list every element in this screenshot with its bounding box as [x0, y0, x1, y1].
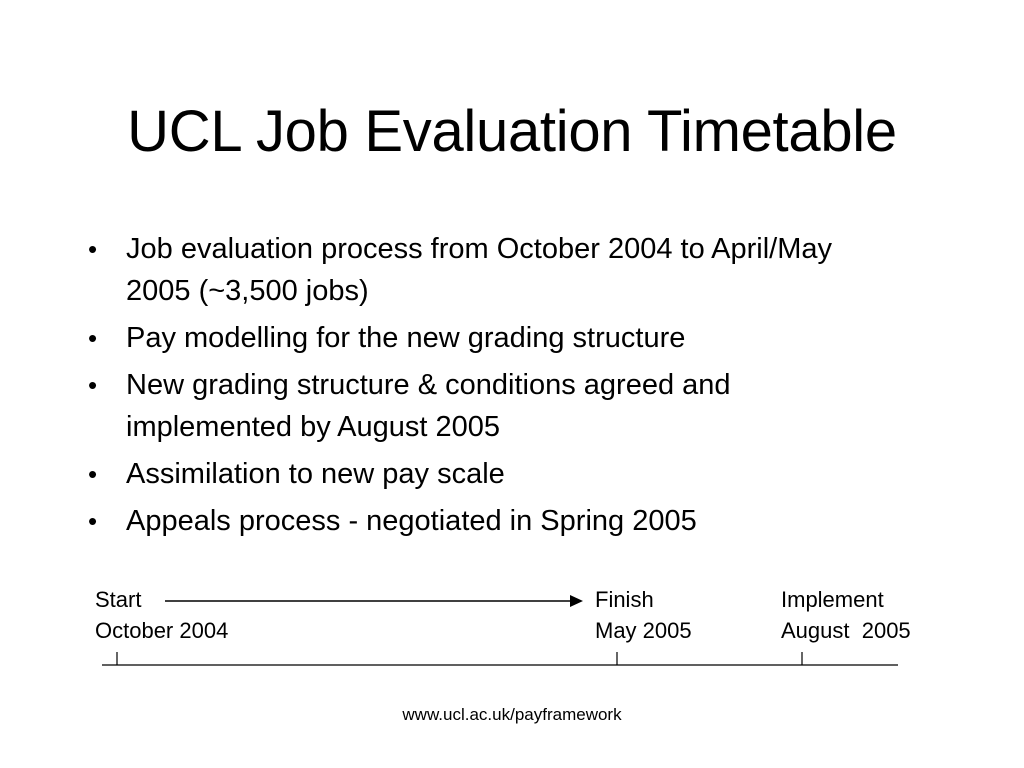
slide-title: UCL Job Evaluation Timetable [127, 99, 897, 164]
bullet-item [86, 500, 886, 542]
timeline-implement-date: August 2005 [781, 618, 911, 643]
bullet-icon: • [88, 459, 98, 489]
bullet-item [86, 364, 886, 448]
footer-url: www.ucl.ac.uk/payframework [402, 705, 622, 724]
timeline-start-label: Start [95, 587, 142, 612]
bullet-text: New grading structure & conditions agreed and implemented by August 2005 [126, 369, 731, 443]
bullet-item [86, 228, 886, 312]
timeline-start-date: October 2004 [95, 618, 229, 643]
timeline-graphic [0, 580, 1024, 680]
bullet-item [86, 317, 886, 359]
bullet-icon: • [88, 370, 98, 400]
arrow-right-icon [570, 595, 583, 607]
bullet-text: Job evaluation process from October 2004 to April/May 2005 (~3,500 jobs) [126, 233, 833, 307]
bullet-text: Pay modelling for the new grading structure [126, 322, 686, 354]
timeline-finish-date: May 2005 [595, 618, 692, 643]
bullet-icon: • [88, 234, 98, 264]
bullet-text: Appeals process - negotiated in Spring 2005 [126, 505, 697, 537]
bullet-text: Assimilation to new pay scale [126, 458, 505, 490]
bullet-icon: • [88, 506, 98, 536]
timeline-implement-label: Implement [781, 587, 884, 612]
timeline-finish-label: Finish [595, 587, 654, 612]
bullet-list [86, 228, 886, 547]
bullet-icon: • [88, 323, 98, 353]
bullet-item [86, 453, 886, 495]
